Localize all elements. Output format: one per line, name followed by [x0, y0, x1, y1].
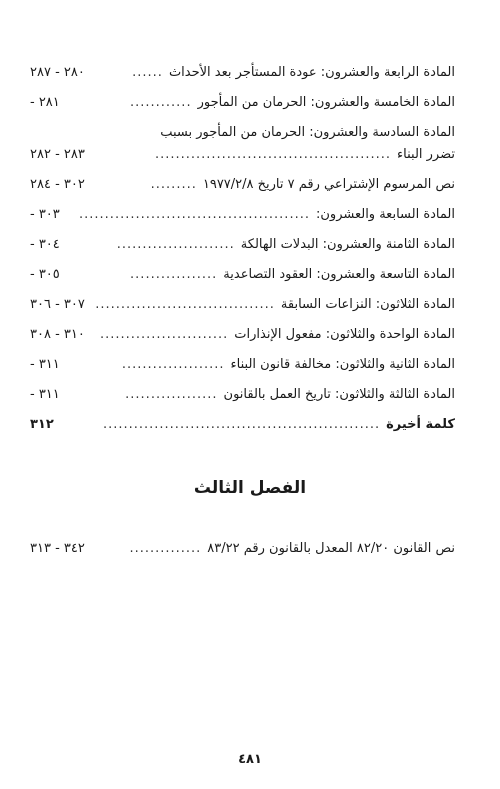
entry-title: المادة الواحدة والثلاثون: مفعول الإنذارات — [234, 327, 455, 342]
page-range: - ٣١١ — [30, 387, 60, 402]
page-range: - ٣٠٤ — [30, 237, 60, 252]
toc-entry — [30, 174, 455, 196]
page-range: ٣١٠ - ٣٠٨ — [30, 327, 85, 342]
dot-leader: ............ — [129, 95, 192, 110]
entry-title: المادة الثالثة والثلاثون: تاريخ العمل بالقانون — [223, 387, 455, 402]
page-range: ٣٠٧ - ٣٠٦ — [30, 297, 85, 312]
dot-leader: ...................................................... — [102, 417, 381, 432]
toc-entry — [30, 294, 455, 316]
toc-entry — [30, 204, 455, 226]
entry-title: المادة الرابعة والعشرون: عودة المستأجر بعد الأحداث — [168, 65, 455, 80]
entry-title: المادة الثامنة والعشرون: البدلات الهالكة — [240, 237, 455, 252]
toc-entry — [30, 264, 455, 286]
table-of-contents — [30, 62, 455, 444]
entry-title: المادة الثانية والثلاثون: مخالفة قانون البناء — [230, 357, 455, 372]
toc-entry — [30, 354, 455, 376]
dot-leader: ................................... — [95, 297, 275, 312]
dot-leader: .................. — [125, 387, 218, 402]
entry-title: المادة الخامسة والعشرون: الحرمان من المأجور — [197, 95, 455, 110]
page-number: ٤٨١ — [238, 752, 262, 767]
entry-title-line1: المادة السادسة والعشرون: الحرمان من المأجور بسبب — [160, 125, 455, 140]
toc-entry — [30, 384, 455, 406]
toc-entry — [30, 62, 455, 84]
dot-leader: ............................................. — [79, 207, 310, 222]
dot-leader: ....................... — [116, 237, 235, 252]
toc-entry — [30, 414, 455, 436]
page-range: - ٣٠٥ — [30, 267, 60, 282]
entry-title: نص القانون ٨٢/٢٠ المعدل بالقانون رقم ٨٣/٢٢ — [207, 541, 455, 556]
page-range: ٣٤٢ - ٣١٣ — [30, 541, 85, 556]
page-range: ٢٨٠ - ٢٨٧ — [30, 65, 85, 80]
dot-leader: ......... — [150, 177, 197, 192]
toc-entry — [30, 92, 455, 114]
toc-entry — [30, 538, 455, 560]
toc-entry — [30, 234, 455, 256]
dot-leader: ......................... — [99, 327, 229, 342]
dot-leader: ...... — [132, 65, 163, 80]
entry-title: المادة التاسعة والعشرون: العقود التصاعدية — [223, 267, 455, 282]
page-range: - ٢٨١ — [30, 95, 60, 110]
page-range: - ٣٠٣ — [30, 207, 60, 222]
page-range: - ٣١١ — [30, 357, 60, 372]
chapter-heading: الفصل الثالث — [193, 478, 307, 498]
table-of-contents-chapter-3 — [30, 538, 455, 568]
entry-title: المادة السابعة والعشرون: — [315, 207, 455, 222]
dot-leader: ................. — [130, 267, 218, 282]
dot-leader: .............................................. — [154, 147, 392, 162]
dot-leader: .............. — [129, 541, 202, 556]
dot-leader: .................... — [121, 357, 225, 372]
entry-title: المادة الثلاثون: النزاعات السابقة — [280, 297, 455, 312]
page-range: ٢٨٣ - ٢٨٢ — [30, 147, 85, 162]
toc-entry — [30, 324, 455, 346]
page-range: ٣٠٢ - ٢٨٤ — [30, 177, 85, 192]
entry-title: نص المرسوم الإشتراعي رقم ٧ تاريخ ١٩٧٧/٢/٨ — [202, 177, 455, 192]
toc-entry — [30, 122, 455, 166]
entry-title: تضرر البناء — [397, 147, 455, 162]
page-range: ٣١٢ — [30, 417, 54, 432]
entry-title: كلمة أخيرة — [386, 417, 455, 432]
